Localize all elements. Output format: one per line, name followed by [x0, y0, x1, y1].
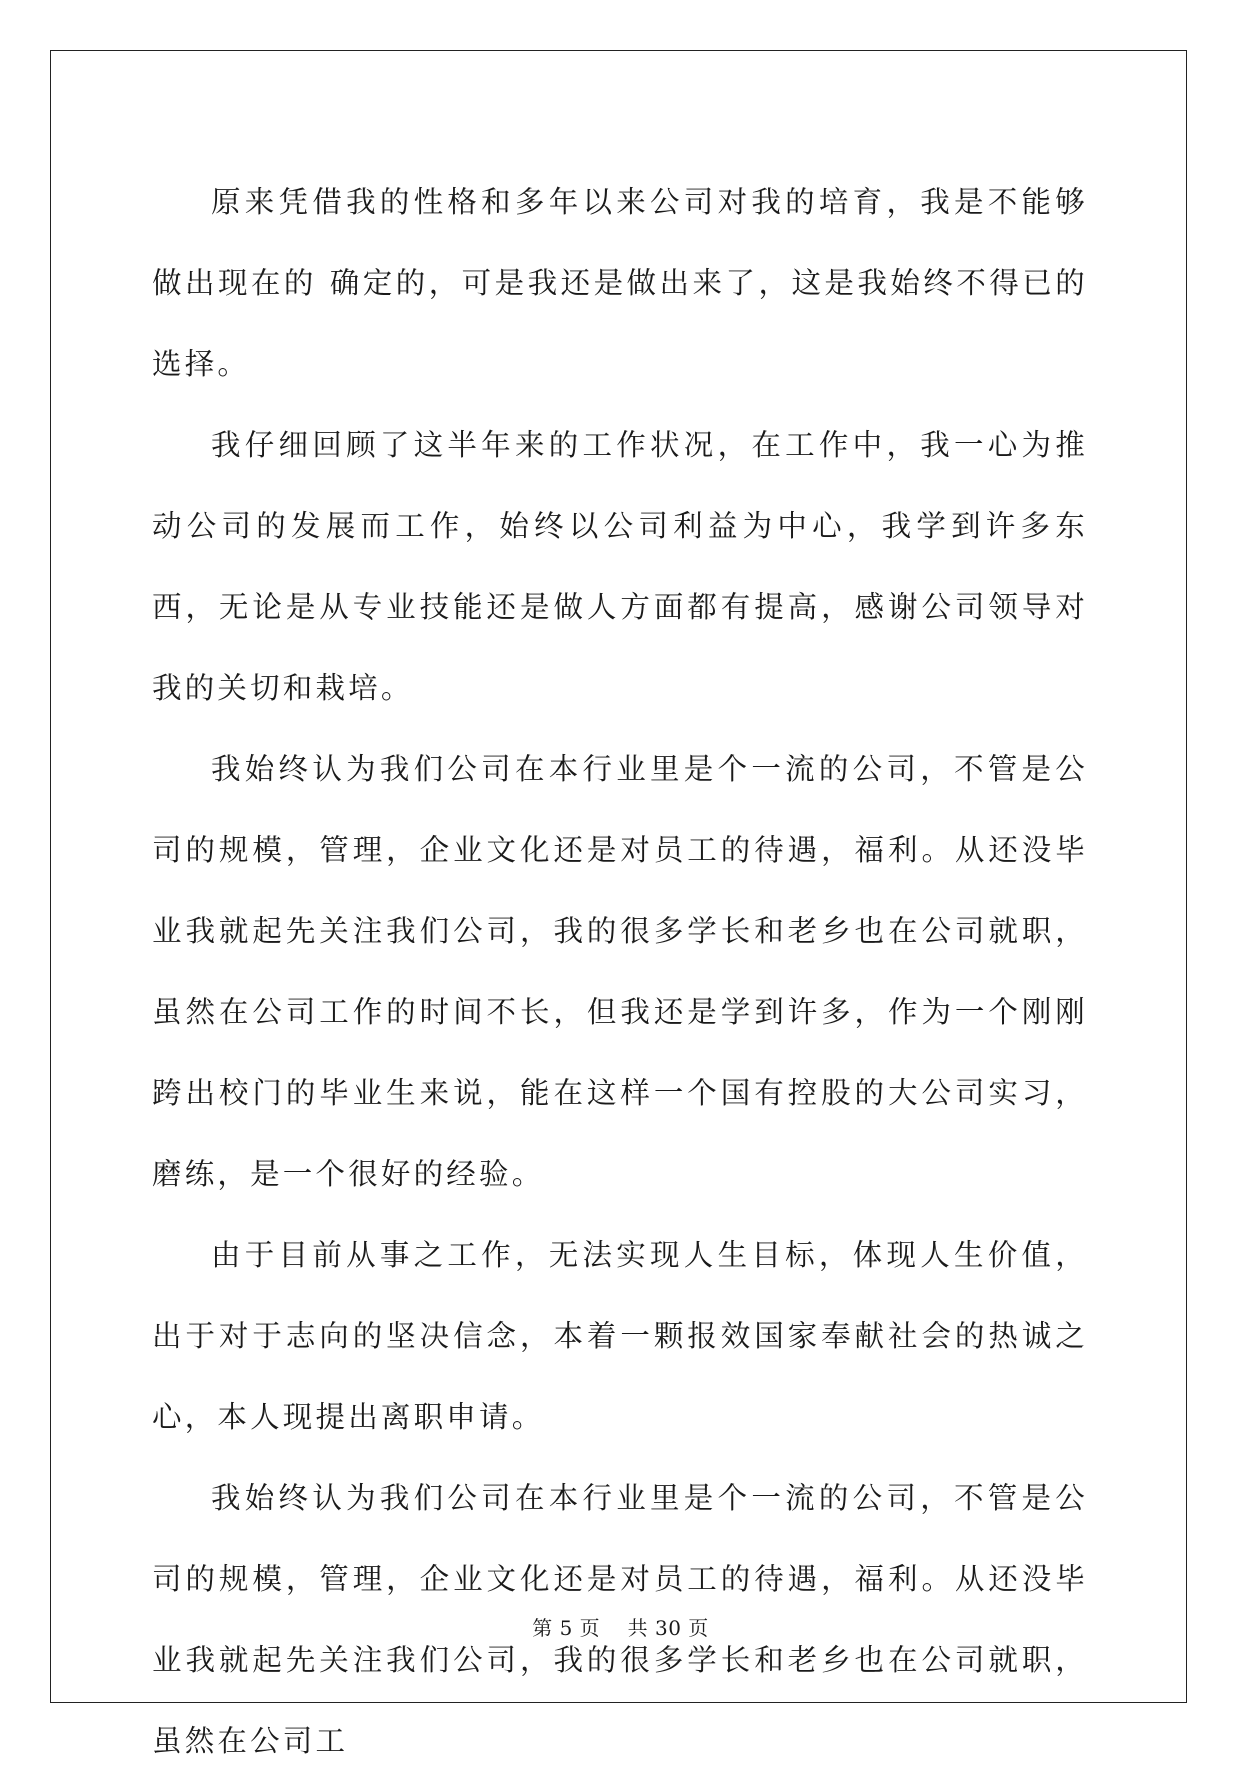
page-total: 共 30 页 — [627, 1616, 709, 1640]
document-body — [152, 162, 1088, 1782]
page-footer — [0, 1612, 1241, 1641]
paragraph-5: 我始终认为我们公司在本行业里是个一流的公司，不管是公司的规模，管理，企业文化还是对员工的待遇，福利。从还没毕业我就起先关注我们公司，我的很多学长和老乡也在公司就职，虽然在公司工 — [152, 1481, 1088, 1758]
page-number: 第 5 页 — [532, 1616, 601, 1640]
paragraph-2: 我仔细回顾了这半年来的工作状况，在工作中，我一心为推动公司的发展而工作，始终以公司利益为中心，我学到许多东西，无论是从专业技能还是做人方面都有提高，感谢公司领导对我的关切和栽培。 — [152, 428, 1088, 705]
paragraph-1: 原来凭借我的性格和多年以来公司对我的培育，我是不能够做出现在的 确定的，可是我还是做出来了，这是我始终不得已的选择。 — [152, 185, 1088, 381]
paragraph-4: 由于目前从事之工作，无法实现人生目标，体现人生价值，出于对于志向的坚决信念，本着一颗报效国家奉献社会的热诚之心，本人现提出离职申请。 — [152, 1238, 1088, 1434]
paragraph-3: 我始终认为我们公司在本行业里是个一流的公司，不管是公司的规模，管理，企业文化还是对员工的待遇，福利。从还没毕业我就起先关注我们公司，我的很多学长和老乡也在公司就职，虽然在公司工作的时间不长，但我还是学到许多，作为一个刚刚跨出校门的毕业生来说，能在这样一个国有控股的大公司实习，磨练，是一个很好的经验。 — [152, 752, 1088, 1191]
